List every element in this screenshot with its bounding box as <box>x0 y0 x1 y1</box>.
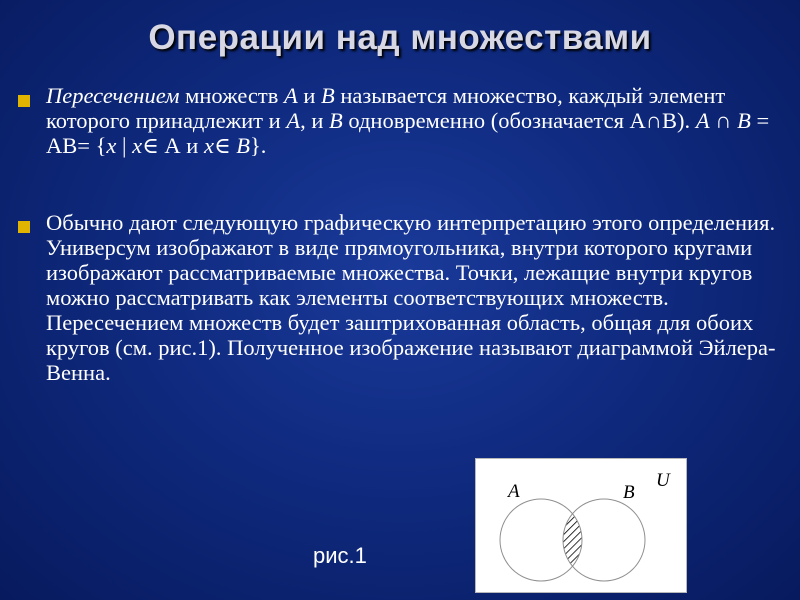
venn-diagram <box>475 458 687 593</box>
label-set-b: B <box>623 482 635 503</box>
bullet-icon <box>18 95 30 107</box>
variable-x: х <box>106 133 117 158</box>
set-a-symbol: А <box>695 108 710 133</box>
text-fragment: ∈ <box>213 133 237 158</box>
text-fragment: одновременно (обозначается А∩В). <box>342 108 696 133</box>
slide-title: Операции над множествами <box>148 18 652 57</box>
text-fragment: и <box>297 83 321 108</box>
text-fragment: ∈ А и <box>142 133 204 158</box>
variable-x: х <box>203 133 214 158</box>
set-b-symbol: В <box>321 83 335 108</box>
set-b-symbol: В <box>236 133 250 158</box>
set-b-symbol: В <box>737 108 751 133</box>
text-fragment: = АВ= { <box>46 108 770 158</box>
text-fragment: называется множество, каждый элемент которого принадлежит и <box>46 83 726 133</box>
paragraph-intersection-definition <box>46 83 786 158</box>
set-b-symbol: В <box>328 108 343 133</box>
term-intersection: Пересечением <box>46 83 180 108</box>
set-a-symbol: А <box>283 83 298 108</box>
label-set-a: A <box>508 481 520 502</box>
text-fragment: | <box>116 133 133 158</box>
paragraph-venn-interpretation: Обычно дают следующую графическую интерпретацию этого определения. Универсум изображают в виде прямоугольника, внутри которого кругами изображают рассматриваемые множества. Точки, лежащие внутри кругов можно рассматривать как элементы соответствующих множеств. Пересечением множеств будет заштрихованная область, общая для обоих кругов (см. рис.1). Полученное изображение называют диаграммой Эйлера-Венна. <box>46 210 776 385</box>
variable-x: х <box>132 133 143 158</box>
text-fragment: , и <box>300 108 329 133</box>
bullet-icon <box>18 221 30 233</box>
text-fragment: множеств <box>179 83 284 108</box>
set-a-symbol: А <box>286 108 301 133</box>
label-universe-u: U <box>656 470 670 491</box>
text-fragment: ∩ <box>709 108 738 133</box>
venn-diagram-svg <box>476 459 686 592</box>
figure-caption: рис.1 <box>313 543 367 568</box>
text-fragment: }. <box>250 133 267 158</box>
